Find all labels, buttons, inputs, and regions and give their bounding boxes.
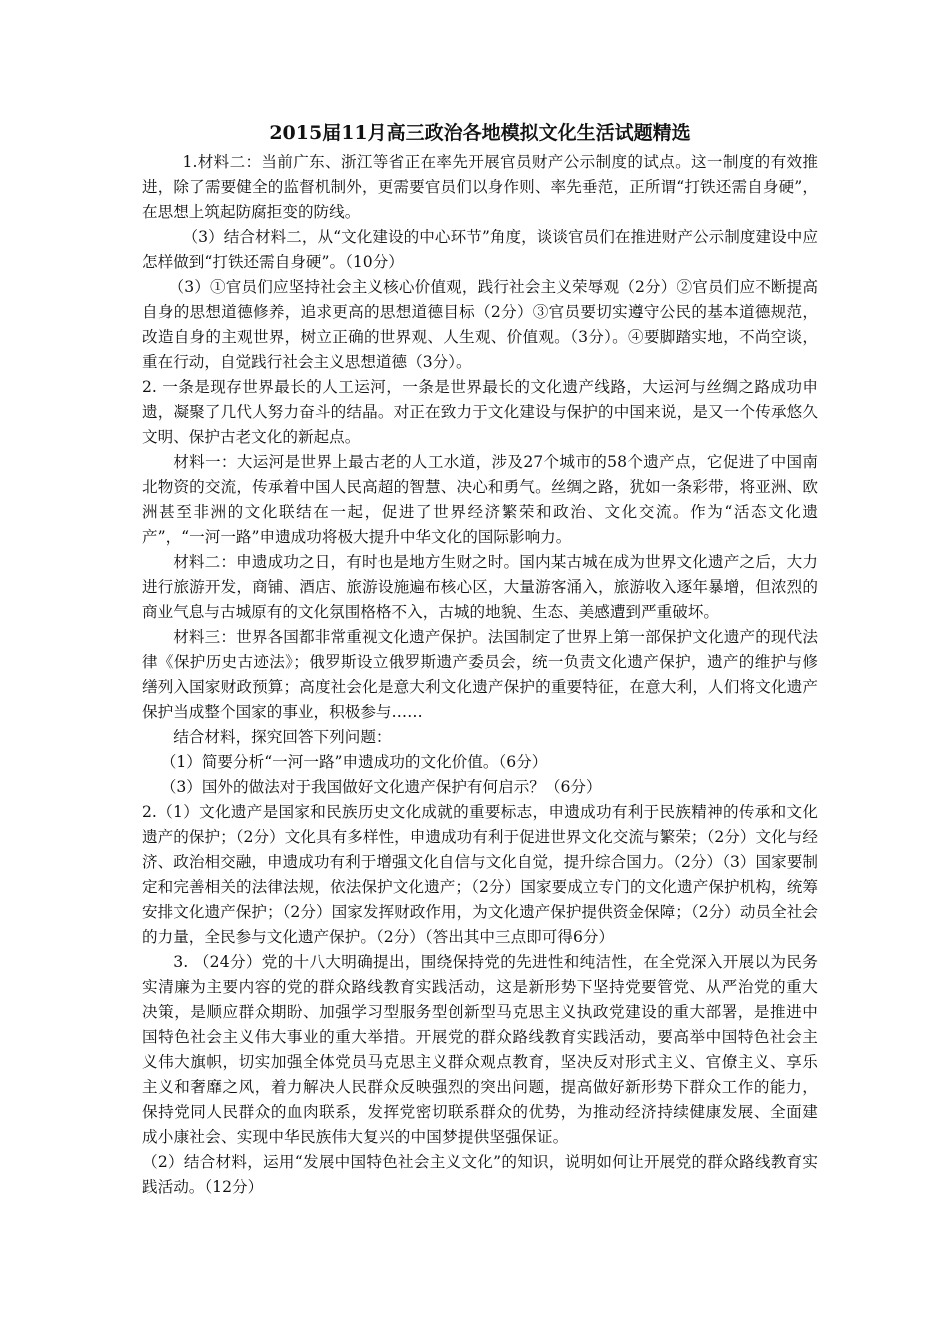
q2-material-2: 材料二：申遗成功之日，有时也是地方生财之时。国内某古城在成为世界文化遗产之后，大力进行旅游开发，商铺、酒店、旅游设施遍布核心区，大量游客涌入，旅游收入逐年暴增，但浓烈的商业气息与古城原有的文化氛围格格不入，古城的地貌、生态、美感遭到严重破坏。	[142, 553, 818, 621]
q2-prompt: 结合材料，探究回答下列问题：	[173, 728, 392, 746]
q1-answer: （3）①官员们应坚持社会主义核心价值观，践行社会主义荣辱观（2分）②官员们应不断提高自身的思想道德修养，追求更高的思想道德目标（2分）③官员要切实遵守公民的基本道德规范，改造自身的主观世界，树立正确的世界观、人生观、价值观。（3分）。④要脚踏实地，不尚空谈，重在行动，自觉践行社会主义思想道德（3分）。	[142, 278, 818, 371]
q2-answer: 2.（1）文化遗产是国家和民族历史文化成就的重要标志，申遗成功有利于民族精神的传承和文化遗产的保护；（2分）文化具有多样性，申遗成功有利于促进世界文化交流与繁荣；（2分）文化与经济、政治相交融，申遗成功有利于增强文化自信与文化自觉，提升综合国力。（2分）（3）国家要制定和完善相关的法律法规，依法保护文化遗产；（2分）国家要成立专门的文化遗产保护机构，统筹安排文化遗产保护；（2分）国家发挥财政作用，为文化遗产保护提供资金保障；（2分）动员全社会的力量，全民参与文化遗产保护。（2分）（答出其中三点即可得6分）	[142, 803, 818, 946]
q1-material: 1.材料二：当前广东、浙江等省正在率先开展官员财产公示制度的试点。这一制度的有效推进，除了需要健全的监督机制外，更需要官员们以身作则、率先垂范，正所谓“打铁还需自身硬”，在思想上筑起防腐拒变的防线。	[142, 153, 818, 221]
q3-question: （2）结合材料，运用“发展中国特色社会主义文化”的知识，说明如何让开展党的群众路线教育实践活动。（12分）	[142, 1153, 818, 1196]
page-title: 2015届11月高三政治各地模拟文化生活试题精选	[269, 122, 691, 144]
q2-material-1: 材料一：大运河是世界上最古老的人工水道，涉及27个城市的58个遗产点，它促进了中国南北物资的交流，传承着中国人民高超的智慧、决心和勇气。丝绸之路，犹如一条彩带，将亚洲、欧洲甚至非洲的文化联结在一起，促进了世界经济繁荣和政治、文化交流。作为“活态文化遗产”，“一河一路”申遗成功将极大提升中华文化的国际影响力。	[142, 453, 818, 546]
q1-question: （3）结合材料二，从“文化建设的中心环节”角度，谈谈官员们在推进财产公示制度建设中应怎样做到“打铁还需自身硬”。（10分）	[142, 228, 818, 271]
q2-subquestion-1: （1）简要分析“一河一路”申遗成功的文化价值。（6分）	[160, 753, 548, 771]
q3-material: 3. （24分）党的十八大明确提出，围绕保持党的先进性和纯洁性，在全党深入开展以为民务实清廉为主要内容的党的群众路线教育实践活动，这是新形势下坚持党要管党、从严治党的重大决策，是顺应群众期盼、加强学习型服务型创新型马克思主义执政党建设的重大部署，是推进中国特色社会主义伟大事业的重大举措。开展党的群众路线教育实践活动，要高举中国特色社会主义伟大旗帜，切实加强全体党员马克思主义群众观点教育，坚决反对形式主义、官僚主义、享乐主义和奢靡之风，着力解决人民群众反映强烈的突出问题，提高做好新形势下群众工作的能力，保持党同人民群众的血肉联系，发挥党密切联系群众的优势，为推动经济持续健康发展、全面建成小康社会、实现中华民族伟大复兴的中国梦提供坚强保证。	[142, 953, 818, 1146]
q2-material-3: 材料三：世界各国都非常重视文化遗产保护。法国制定了世界上第一部保护文化遗产的现代法律《保护历史古迹法》；俄罗斯设立俄罗斯遗产委员会，统一负责文化遗产保护，遗产的维护与修缮列入国家财政预算；高度社会化是意大利文化遗产保护的重要特征，在意大利，人们将文化遗产保护当成整个国家的事业，积极参与……	[142, 628, 818, 721]
q2-intro: 2. 一条是现存世界最长的人工运河，一条是世界最长的文化遗产线路，大运河与丝绸之路成功申遗，凝聚了几代人努力奋斗的结晶。对正在致力于文化建设与保护的中国来说，是又一个传承悠久文明、保护古老文化的新起点。	[142, 378, 818, 446]
document-page	[142, 118, 818, 1200]
q2-subquestion-3: （3）国外的做法对于我国做好文化遗产保护有何启示？（6分）	[160, 778, 602, 796]
